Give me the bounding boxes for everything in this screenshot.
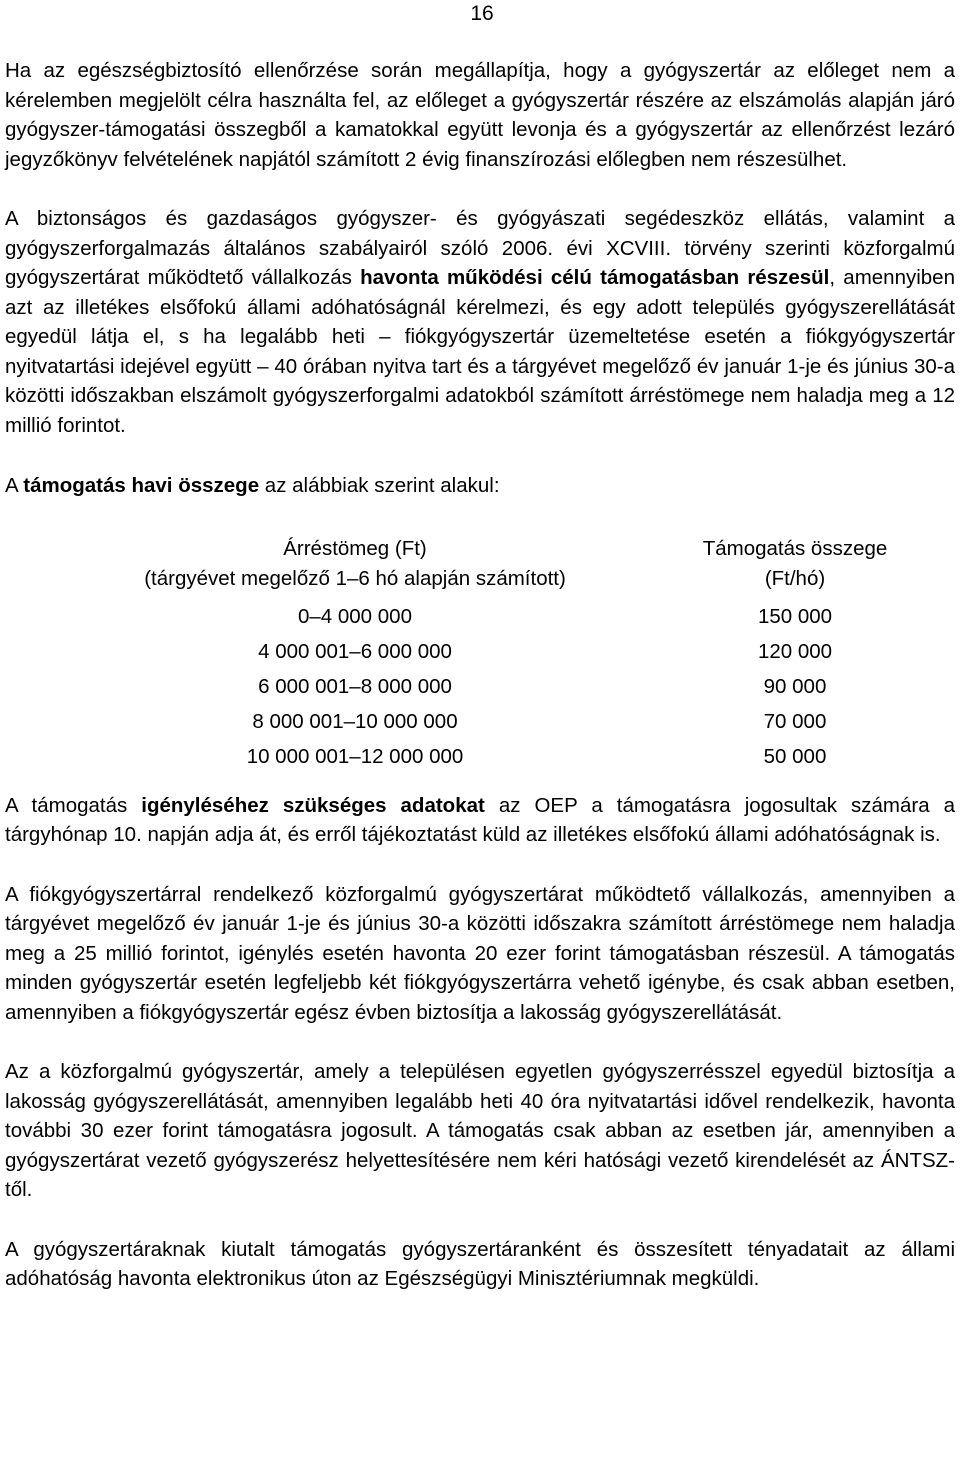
paragraph-reporting: A gyógyszertáraknak kiutalt támogatás gyógyszertáranként és összesített tényadatait az állami adóhatóság havonta elektronikus úton az Egészségügyi Minisztériumnak megküldi. bbox=[5, 1237, 955, 1290]
table-cell-range: 0–4 000 000 bbox=[297, 604, 412, 628]
document-body bbox=[5, 56, 955, 1294]
table-header-row-1 bbox=[5, 534, 955, 564]
table-spacer bbox=[5, 777, 955, 791]
table-header-margin: Árréstömeg (Ft) bbox=[283, 536, 427, 560]
table-cell-range: 6 000 001–8 000 000 bbox=[258, 674, 452, 698]
table-cell-range: 4 000 001–6 000 000 bbox=[258, 639, 452, 663]
paragraph-data-request-text-1: A támogatás bbox=[5, 793, 142, 817]
table-cell-range: 8 000 001–10 000 000 bbox=[252, 709, 458, 733]
paragraph-operating-support-text-2: , amennyiben azt az illetékes elsőfokú állami adóhatóságnál kérelmezi, és egy adott település gyógyszerellátását egyedül látja el, s ha legalább heti – fiókgyógyszertár üzemeltetése esetén a fiókgyógyszertár nyitvatartási idejével együtt – 40 órában nyitva tart és a tárgyévet megelőző év január 1-je és június 30-a közötti időszakban elszámolt gyógyszerforgalmi adatokból számított árréstömege nem haladja meg a 12 millió forintot. bbox=[5, 266, 955, 437]
table-header-margin-note: (tárgyévet megelőző 1–6 hó alapján számított) bbox=[144, 566, 566, 590]
table-header-support-unit: (Ft/hó) bbox=[764, 566, 826, 590]
table-header-support: Támogatás összege bbox=[702, 536, 888, 560]
table-cell-amount: 150 000 bbox=[757, 604, 833, 628]
paragraph-advance-deduction: Ha az egészségbiztosító ellenőrzése során megállapítja, hogy a gyógyszertár az előleget nem a kérelemben megjelölt célra használta fel, az előleget a gyógyszertár részére az elszámolás alapján járó gyógyszer-támogatási összegből a kamatokkal együtt levonja és a gyógyszertár az ellenőrzést lezáró jegyzőkönyv felvételének napjától számított 2 évig finanszírozási előlegben nem részesülhet. bbox=[5, 59, 955, 171]
table-cell-amount: 120 000 bbox=[757, 639, 833, 663]
table-cell-amount: 50 000 bbox=[763, 744, 827, 768]
table-cell-amount: 70 000 bbox=[763, 709, 827, 733]
paragraph-sole-pharmacist: Az a közforgalmú gyógyszertár, amely a településen egyetlen gyógyszerrésszel egyedül biztosítja a lakosság gyógyszerellátását, amennyiben legalább heti 40 óra nyitvatartási idővel rendelkezik, havonta további 30 ezer forint támogatásra jogosult. A támogatás csak abban az esetben jár, amennyiben a gyógyszertárat vezető gyógyszerész helyettesítésére nem kéri hatósági vezető kirendelését az ÁNTSZ-től. bbox=[5, 1060, 955, 1201]
paragraph-operating-support-bold: havonta működési célú támogatásban részesül bbox=[360, 266, 830, 289]
table-header-row-2 bbox=[5, 564, 955, 602]
paragraph-operating-support bbox=[5, 204, 955, 440]
table-cell-range: 10 000 001–12 000 000 bbox=[246, 744, 464, 768]
table-row bbox=[5, 742, 955, 777]
paragraph-monthly-amount-text-2: az alábbiak szerint alakul: bbox=[259, 474, 500, 497]
paragraph-monthly-amount-bold: támogatás havi összege bbox=[23, 474, 260, 497]
paragraph-branch-pharmacy: A fiókgyógyszertárral rendelkező közforgalmú gyógyszertárat működtető vállalkozás, amennyiben a tárgyévet megelőző év január 1-je és június 30-a közötti időszakra számított árréstömege nem haladja meg a 25 millió forintot, igénylés esetén havonta 20 ezer forint támogatásban részesül. A támogatás minden gyógyszertár esetén legfeljebb két fiókgyógyszertárra vehető igénybe, és csak abban esetben, amennyiben a fiókgyógyszertár egész évben biztosítja a lakosság gyógyszerellátását. bbox=[5, 882, 955, 1024]
paragraph-operating-support-text-1: A biztonságos és gazdaságos gyógyszer- és gyógyászati segédeszköz ellátás, valamint a gyógyszerforgalmazás általános szabályairól szóló 2006. évi XCVIII. törvény szerinti közforgalmú gyógyszertárat működtető vállalkozás bbox=[5, 207, 955, 289]
support-amount-table bbox=[5, 534, 955, 791]
table-cell-amount: 90 000 bbox=[763, 674, 827, 698]
paragraph-monthly-amount-intro bbox=[5, 471, 955, 501]
table-row bbox=[5, 672, 955, 707]
paragraph-data-request bbox=[5, 791, 955, 850]
paragraph-data-request-bold: igényléséhez szükséges adatokat bbox=[141, 793, 485, 817]
page-number: 16 bbox=[470, 2, 494, 25]
table-row bbox=[5, 602, 955, 637]
paragraph-monthly-amount-text-1: A bbox=[5, 474, 24, 497]
table-row bbox=[5, 637, 955, 672]
paragraph-data-request-text-2: az OEP a támogatásra jogosultak számára a tárgyhónap 10. napján adja át, és erről tájékoztatást küld az illetékes elsőfokú állami adóhatóságnak is. bbox=[5, 793, 955, 846]
table-row bbox=[5, 707, 955, 742]
